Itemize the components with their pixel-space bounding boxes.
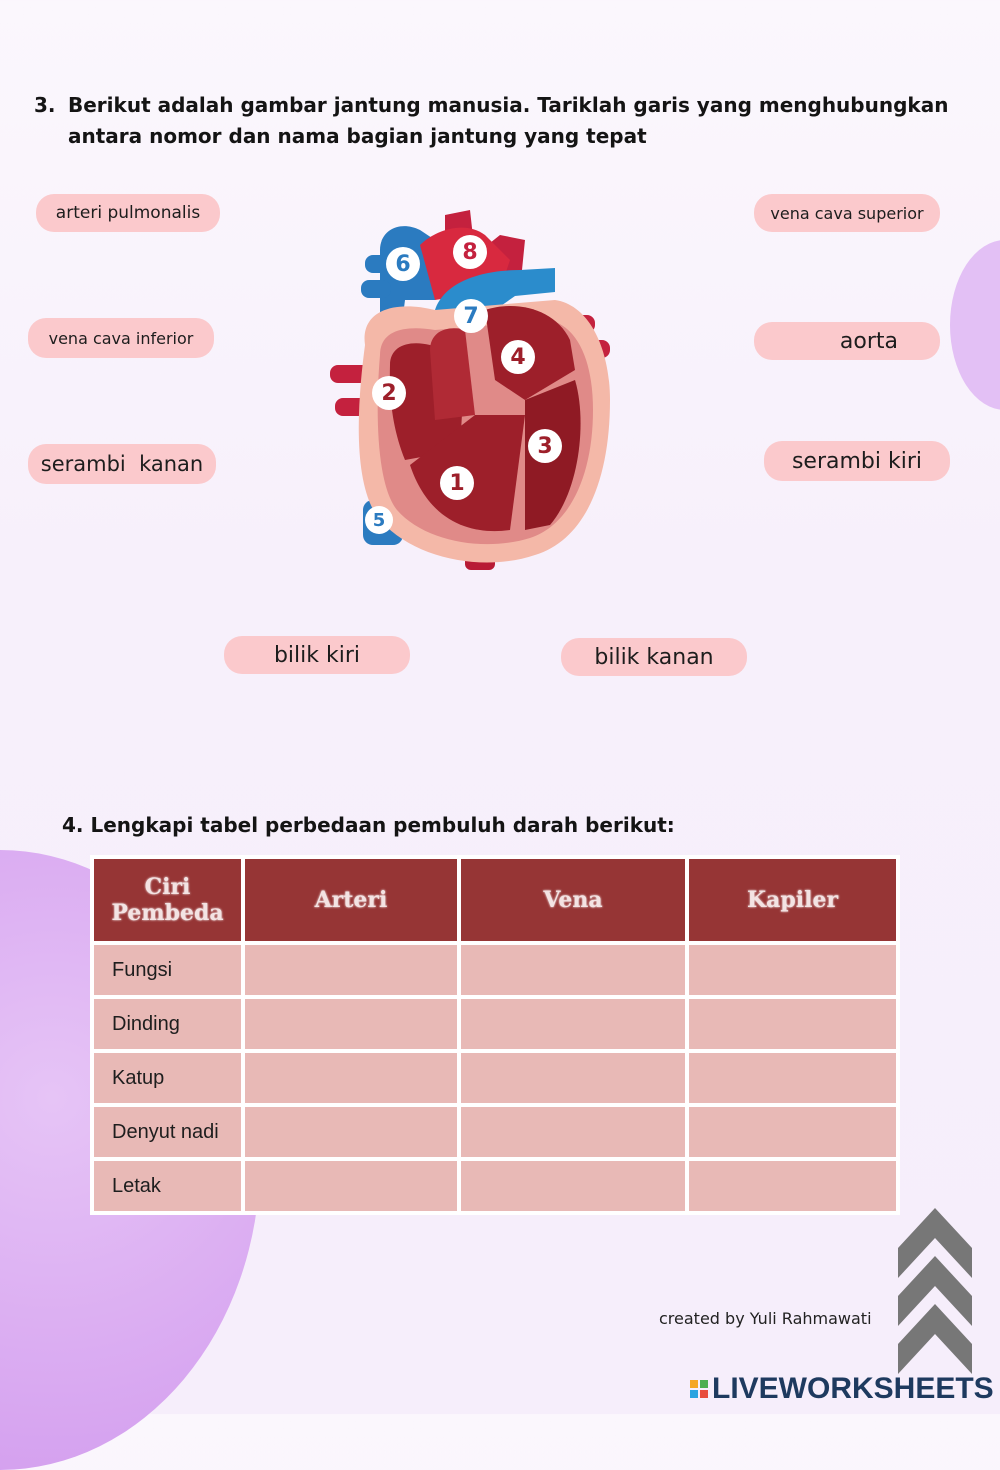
decorative-blob-right	[950, 240, 1000, 410]
label-arteri-pulmonalis[interactable]	[36, 194, 220, 232]
cell-denyut-arteri[interactable]	[245, 1107, 457, 1157]
question-3-line1: Berikut adalah gambar jantung manusia. Tariklah garis yang menghubungkan	[68, 93, 949, 117]
row-label-letak: Letak	[94, 1161, 241, 1211]
label-text: bilik kanan	[594, 644, 714, 670]
cell-katup-vena[interactable]	[461, 1053, 685, 1103]
cell-fungsi-kapiler[interactable]	[689, 945, 896, 995]
heart-number-3	[528, 429, 562, 463]
liveworksheets-icon	[690, 1380, 708, 1398]
heart-number-text: 8	[462, 239, 478, 265]
label-aorta[interactable]	[754, 322, 940, 360]
liveworksheets-logo	[690, 1372, 994, 1406]
label-text: arteri pulmonalis	[55, 203, 201, 223]
heart-number-1	[440, 466, 474, 500]
label-serambi-kiri[interactable]	[764, 441, 950, 481]
table-row	[94, 945, 896, 995]
heart-number-5	[365, 506, 393, 534]
row-label-denyut-nadi: Denyut nadi	[94, 1107, 241, 1157]
heart-number-7	[454, 299, 488, 333]
heart-number-text: 7	[463, 303, 479, 329]
label-text: vena cava inferior	[48, 328, 194, 348]
heart-number-text: 2	[381, 380, 397, 406]
cell-denyut-vena[interactable]	[461, 1107, 685, 1157]
heart-number-text: 5	[372, 509, 386, 531]
label-bilik-kanan[interactable]	[561, 638, 747, 676]
heart-number-text: 4	[510, 344, 526, 370]
header-kapiler: Kapiler	[689, 859, 896, 941]
header-vena: Vena	[461, 859, 685, 941]
label-bilik-kiri[interactable]	[224, 636, 410, 674]
label-vena-cava-inferior[interactable]	[28, 318, 214, 358]
question-3-line2: antara nomor dan nama bagian jantung yang tepat	[68, 124, 647, 148]
cell-letak-kapiler[interactable]	[689, 1161, 896, 1211]
label-vena-cava-superior[interactable]	[754, 194, 940, 232]
heart-number-text: 6	[395, 251, 411, 277]
heart-number-2	[372, 376, 406, 410]
table-row	[94, 1053, 896, 1103]
table-header-row	[94, 859, 896, 941]
label-serambi-kanan[interactable]	[28, 444, 216, 484]
label-text: serambi kiri	[791, 448, 923, 474]
cell-katup-kapiler[interactable]	[689, 1053, 896, 1103]
cell-fungsi-vena[interactable]	[461, 945, 685, 995]
question-4-title: 4. Lengkapi tabel perbedaan pembuluh darah berikut:	[62, 813, 675, 837]
heart-number-8	[453, 235, 487, 269]
heart-number-text: 3	[537, 433, 553, 459]
cell-fungsi-arteri[interactable]	[245, 945, 457, 995]
label-text: bilik kiri	[273, 642, 361, 668]
label-text: serambi kanan	[40, 452, 204, 476]
header-ciri-pembeda: Ciri Pembeda	[94, 859, 241, 941]
cell-dinding-arteri[interactable]	[245, 999, 457, 1049]
table-row	[94, 1107, 896, 1157]
table-row	[94, 999, 896, 1049]
cell-letak-arteri[interactable]	[245, 1161, 457, 1211]
chevron-up-icon	[898, 1208, 972, 1376]
heart-number-text: 1	[449, 470, 465, 496]
heart-illustration	[325, 200, 615, 580]
table-row	[94, 1161, 896, 1211]
question-3-number: 3.	[34, 93, 56, 117]
cell-dinding-kapiler[interactable]	[689, 999, 896, 1049]
cell-denyut-kapiler[interactable]	[689, 1107, 896, 1157]
heart-number-4	[501, 340, 535, 374]
cell-letak-vena[interactable]	[461, 1161, 685, 1211]
header-arteri: Arteri	[245, 859, 457, 941]
label-text: vena cava superior	[770, 203, 924, 223]
cell-dinding-vena[interactable]	[461, 999, 685, 1049]
vessel-table	[90, 855, 900, 1215]
credit-text: created by Yuli Rahmawati	[659, 1309, 872, 1328]
row-label-katup: Katup	[94, 1053, 241, 1103]
label-text: aorta	[839, 328, 898, 354]
cell-katup-arteri[interactable]	[245, 1053, 457, 1103]
row-label-dinding: Dinding	[94, 999, 241, 1049]
heart-number-6	[386, 247, 420, 281]
row-label-fungsi: Fungsi	[94, 945, 241, 995]
question-3	[34, 90, 974, 152]
brand-text: LIVEWORKSHEETS	[712, 1372, 994, 1405]
